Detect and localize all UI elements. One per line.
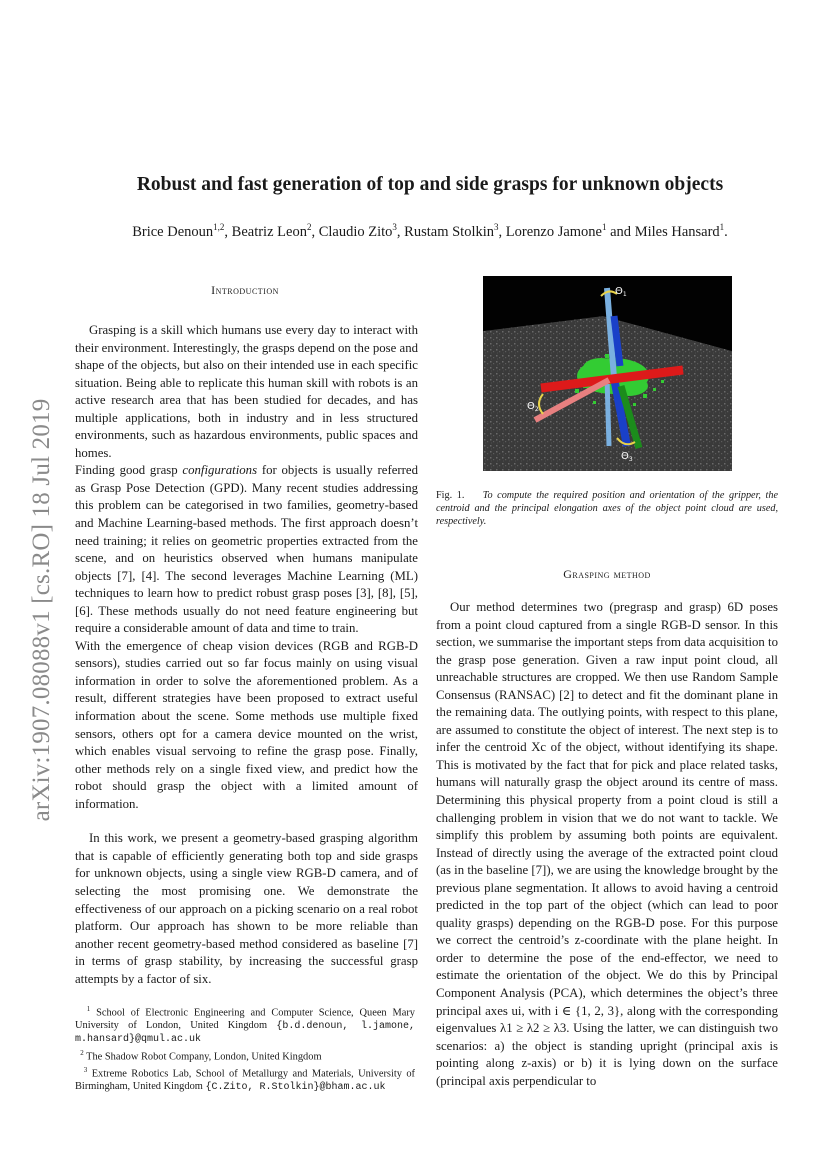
section-heading-introduction: Introduction [211,283,279,297]
theta-left-label: $\Theta_2$ [527,401,539,413]
author-name: Claudio Zito [318,223,393,240]
left-column [75,322,418,988]
grasping-method-paragraph: Our method determines two (pregrasp and grasp) 6D poses from a point cloud captured from a single RGB-D sensor. In this section, we summarise the important steps from data acquisition to the grasp pose generation. Given a raw input point cloud, all unreachable structures are cropped. We then use Random Sample Consensus (RANSAC) [2] to detect and fit the dominant plane in the remaining data. The outlying points, with respect to this plane, are assumed to constitute the object of interest. The next step is to infer the centroid Xc of the object, without identifying its shape. This is motivated by the fact that for pick and place related tasks, humans will naturally grasp the object around its centre of mass. Determining this physical property from a point cloud is still a challenging problem in vision that we do not want to tackle. We simplify this problem by assuming both points are equivalent. Instead of directly using the average of the extracted point cloud (as in the baseline [7]), we are using the knowledge brought by the previous plane segmentation. It allows to avoid having a centroid predicted in the top part of the object (which can lead to poor quality grasps) depending on the RGB-D pose. For this purpose we correct the centroid’s z-coordinate with the plane height. In order to determine the pose of the end-effector, we need to estimate the orientation of the object. We do this by Principal Component Analysis (PCA), which determines the object’s three principal axes ui, with i ∈ {1, 2, 3}, along with the corresponding eigenvalues λ1 ≥ λ2 ≥ λ3. Using the latter, we can distinguish two scenarios: a) the object is standing upright (principal axis is pointing along z-axis) or b) it is lying down on the surface (principal axis perpendicular to [436,600,778,1088]
figure-caption [436,490,778,528]
author-name: Rustam Stolkin [404,223,495,240]
intro-paragraph-4: In this work, we present a geometry-based grasping algorithm that is capable of efficiently generating both top and side grasps for unknown objects, using a single view RGB-D camera, and of selecting the most promising one. We demonstrate the effectiveness of our approach on a picking scenario on a real robot platform. Our approach has shown to be more reliable than another recent geometry-based method considered as baseline [7] in terms of grasp stability, by increasing the successful grasp attempts by a factor of six. [75,831,418,986]
intro-paragraph-1: Grasping is a skill which humans use every day to interact with their environment. Interestingly, the grasps depend on the pose and shape of the objects, but also on their intended use in each specific situation. Being able to replicate this human skill with robots is an active research area that has been studied for decades, and has multiple applications, both in industry and in less structured environments, such as hazardous environments, public spaces and homes. [75,323,418,460]
footnote-1-text: School of Electronic Engineering and Computer Science, Queen Mary University of London, United Kingdom [75,1007,415,1031]
footnotes [75,1003,415,1094]
footnote-3-emails: {C.Zito, R.Stolkin}@bham.ac.uk [205,1081,386,1093]
footnote-2: $^2$ The Shadow Robot Company, London, United Kingdom [80,1048,322,1063]
author-list: Brice Denoun$^{1,2}$, Beatriz Leon$^2$, Claudio Zito$^3$, Rustam Stolkin$^3$, Lorenzo Jamone$^1$ and Miles Hansard$^1$. [132,222,728,240]
author-affiliation: 3 [392,222,397,232]
point-cloud-figure [483,276,732,471]
author-name: Lorenzo Jamone [505,223,602,240]
author-affiliation: 3 [494,222,499,232]
footnote-3-text: Extreme Robotics Lab, School of Metallurgy and Materials, University of Birmingham, United Kingdom [75,1068,415,1092]
footnote-1: $^1$ School of Electronic Engineering and Computer Science, Queen Mary University of London, United Kingdom {b.d.denoun, l.jamone, m.hansard}@qmul.ac.uk [75,1005,416,1046]
axis-3-light-blue [607,378,609,446]
footnote-3: $^3$ Extreme Robotics Lab, School of Metallurgy and Materials, University of Birmingham, United Kingdom {C.Zito, R.Stolkin}@bham.ac.uk [75,1065,415,1093]
arxiv-sidebar [22,370,62,850]
theta-bottom-label: $\Theta_3$ [621,451,633,463]
author-affiliation: 2 [306,222,312,232]
caption-label: Fig. 1. [436,490,465,501]
section-heading-grasping-method: Grasping method [563,567,651,581]
author-name: Miles Hansard [634,223,720,240]
arxiv-identifier: arXiv:1907.08088v1 [cs.RO] 18 Jul 2019 [28,398,55,822]
theta-top-label: $\Theta_1$ [615,286,627,298]
author-affiliation: 1,2 [213,222,225,232]
author-name: Beatriz Leon [231,223,307,240]
right-column [436,599,778,1090]
footnote-2-text: The Shadow Robot Company, London, United Kingdom [86,1051,322,1063]
footnote-1-emails: {b.d.denoun, l.jamone, m.hansard}@qmul.ac.uk [75,1020,416,1046]
emphasis-configurations: configurations [182,463,258,478]
intro-paragraph-3: With the emergence of cheap vision devices (RGB and RGB-D sensors), studies carried out so far focus mainly on using visual information in order to solve the aforementioned problem. As a result, different strategies have been proposed to extract useful information about the scene. Some methods use multiple fixed sensors, others opt for a camera device mounted on the wrist, which enables visual servoing to refine the grasp pose. Finally, other methods rely on a single fixed view, and predict how the robot should grasp the object with a limited amount of information. [75,638,418,811]
intro-paragraph-2: Finding good grasp configurations for objects is usually referred as Grasp Pose Detection (GPD). Many recent studies addressing this problem can be categorised in two families, geometry-based and Machine Learning-based methods. The first approach doesn’t need training; it relies on geometric properties extracted from the scene, and on heuristics observed when humans manipulate objects [7], [4]. The second leverages Machine Learning (ML) techniques to learn how to predict robust grasp poses [3], [8], [5], [6]. These methods usually do not need feature engineering but require a considerable amount of data and time to train. [75,463,418,636]
author-affiliation: 1 [602,222,607,232]
author-affiliation: 1 [719,222,725,232]
author-name: Brice Denoun [132,223,214,240]
caption-text: To compute the required position and orientation of the gripper, the centroid and the principal elongation axes of the object point cloud are used, respectively. [436,490,779,527]
paper-title: Robust and fast generation of top and side grasps for unknown objects [136,174,724,195]
